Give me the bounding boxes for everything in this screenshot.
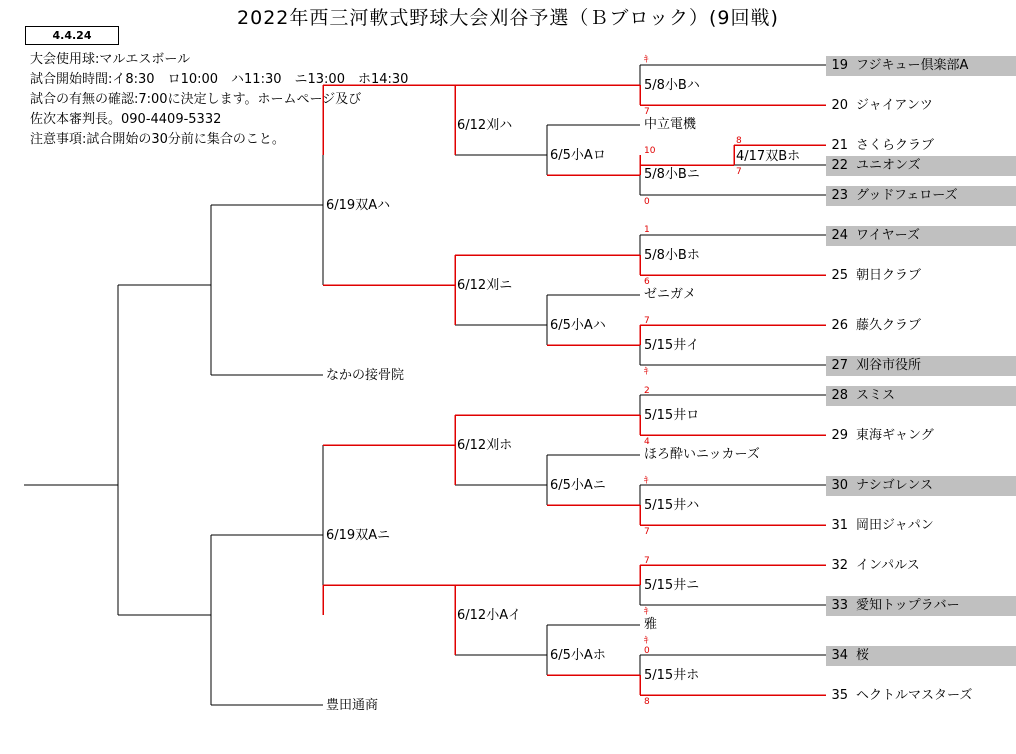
match-label: 6/5小Aホ	[550, 648, 606, 663]
info-start-times: 試合開始時間:イ8:30 ロ10:00 ハ11:30 ニ13:00 ホ14:30	[30, 72, 409, 87]
team-row	[826, 226, 1016, 246]
match-label: 6/19双Aハ	[326, 198, 391, 213]
match-label: 6/12刈ホ	[457, 438, 513, 453]
team-name: スミス	[856, 388, 896, 403]
team-row	[826, 186, 1016, 206]
score: 8	[644, 697, 650, 707]
team-row	[826, 316, 1016, 336]
score: ｷ	[644, 367, 649, 377]
info-notes: 注意事項:試合開始の30分前に集合のこと。	[30, 132, 285, 147]
match-label: 5/15井ホ	[644, 668, 700, 683]
match-label: 5/8小Bニ	[644, 167, 700, 182]
score: ｷ	[644, 607, 649, 617]
team-number: 25	[831, 268, 848, 283]
team-number: 21	[831, 138, 848, 153]
team-name: さくらクラブ	[856, 138, 935, 153]
team-number: 31	[831, 518, 848, 533]
score: 7	[644, 107, 650, 117]
match-label: 4/17双Bホ	[736, 149, 801, 164]
team-name: 東海ギャング	[856, 428, 934, 443]
seed-team-horoyoi: ほろ酔いニッカーズ	[644, 447, 760, 462]
team-row	[826, 266, 1016, 286]
match-label: 6/12刈ハ	[457, 118, 513, 133]
team-row	[826, 556, 1016, 576]
team-row	[826, 476, 1016, 496]
team-row	[826, 426, 1016, 446]
team-name: 藤久クラブ	[856, 318, 922, 333]
match-label: 5/15井ロ	[644, 408, 700, 423]
seed-team-chuo: 中立電機	[644, 117, 697, 132]
team-row	[826, 96, 1016, 116]
seed-team-miyabi: 雅	[644, 617, 658, 632]
match-label: 5/8小Bホ	[644, 248, 700, 263]
team-row	[826, 156, 1016, 176]
match-label: 6/5小Aハ	[550, 318, 606, 333]
team-name: ナシゴレンス	[856, 478, 934, 493]
score: 7	[736, 167, 742, 177]
team-row	[826, 516, 1016, 536]
team-name: グッドフェローズ	[856, 188, 958, 203]
page-title: 2022年西三河軟式野球大会刈谷予選（Ｂブロック）(9回戦)	[237, 7, 779, 29]
team-row	[826, 646, 1016, 666]
team-row	[826, 136, 1016, 156]
match-label: 5/8小Bハ	[644, 78, 700, 93]
score: ｷ	[644, 55, 649, 65]
match-label: 6/12刈ニ	[457, 278, 513, 293]
score: 2	[644, 386, 650, 396]
team-number: 24	[831, 228, 848, 243]
team-number: 23	[831, 188, 848, 203]
team-name: インパルス	[856, 558, 920, 573]
match-label: 6/5小Aニ	[550, 478, 606, 493]
score: 0	[644, 646, 650, 656]
score: 7	[644, 527, 650, 537]
score: 6	[644, 277, 650, 287]
score: ｷ	[644, 476, 649, 486]
match-label: 6/19双Aニ	[326, 528, 391, 543]
team-number: 22	[831, 158, 848, 173]
score: ｷ	[644, 636, 649, 646]
team-number: 26	[831, 318, 848, 333]
score: 1	[644, 225, 650, 235]
score: 7	[644, 556, 650, 566]
score: 10	[644, 146, 656, 156]
match-label: 5/15井ハ	[644, 498, 700, 513]
team-number: 34	[831, 648, 848, 663]
team-row	[826, 356, 1016, 376]
team-number: 27	[831, 358, 848, 373]
info-ball: 大会使用球:マルエスボール	[30, 52, 191, 67]
team-name: ジャイアンツ	[856, 98, 933, 113]
team-row	[826, 56, 1016, 76]
team-number: 35	[831, 688, 848, 703]
match-label: 6/5小Aロ	[550, 148, 606, 163]
score: 0	[644, 197, 650, 207]
team-name: 桜	[856, 648, 870, 663]
team-name: 刈谷市役所	[856, 358, 922, 373]
date-box: 4.4.24	[25, 26, 119, 45]
team-name: フジキュー倶楽部A	[856, 58, 969, 73]
score: 8	[736, 136, 742, 146]
seed-team-toyota: 豊田通商	[326, 698, 379, 713]
team-name: ヘクトルマスターズ	[856, 688, 973, 703]
seed-team-zeni: ゼニガメ	[644, 287, 697, 302]
team-number: 30	[831, 478, 848, 493]
team-number: 33	[831, 598, 848, 613]
match-label: 5/15井イ	[644, 338, 700, 353]
team-name: 岡田ジャパン	[856, 518, 934, 533]
info-contact: 佐次本審判長。090-4409-5332	[30, 112, 222, 127]
team-name: ワイヤーズ	[856, 228, 920, 243]
team-number: 29	[831, 428, 848, 443]
team-name: ユニオンズ	[856, 158, 921, 173]
team-number: 19	[831, 58, 848, 73]
team-row	[826, 596, 1016, 616]
match-label: 5/15井ニ	[644, 578, 700, 593]
team-row	[826, 686, 1016, 706]
team-name: 愛知トップラバー	[856, 598, 960, 613]
match-label: 6/12小Aイ	[457, 608, 522, 623]
team-number: 20	[831, 98, 848, 113]
seed-team-nakano: なかの接骨院	[326, 368, 405, 383]
team-number: 32	[831, 558, 848, 573]
team-number: 28	[831, 388, 848, 403]
team-name: 朝日クラブ	[856, 268, 922, 283]
info-confirmation: 試合の有無の確認:7:00に決定します。ホームページ及び	[30, 92, 362, 107]
score: 7	[644, 316, 650, 326]
team-row	[826, 386, 1016, 406]
score: 4	[644, 437, 650, 447]
